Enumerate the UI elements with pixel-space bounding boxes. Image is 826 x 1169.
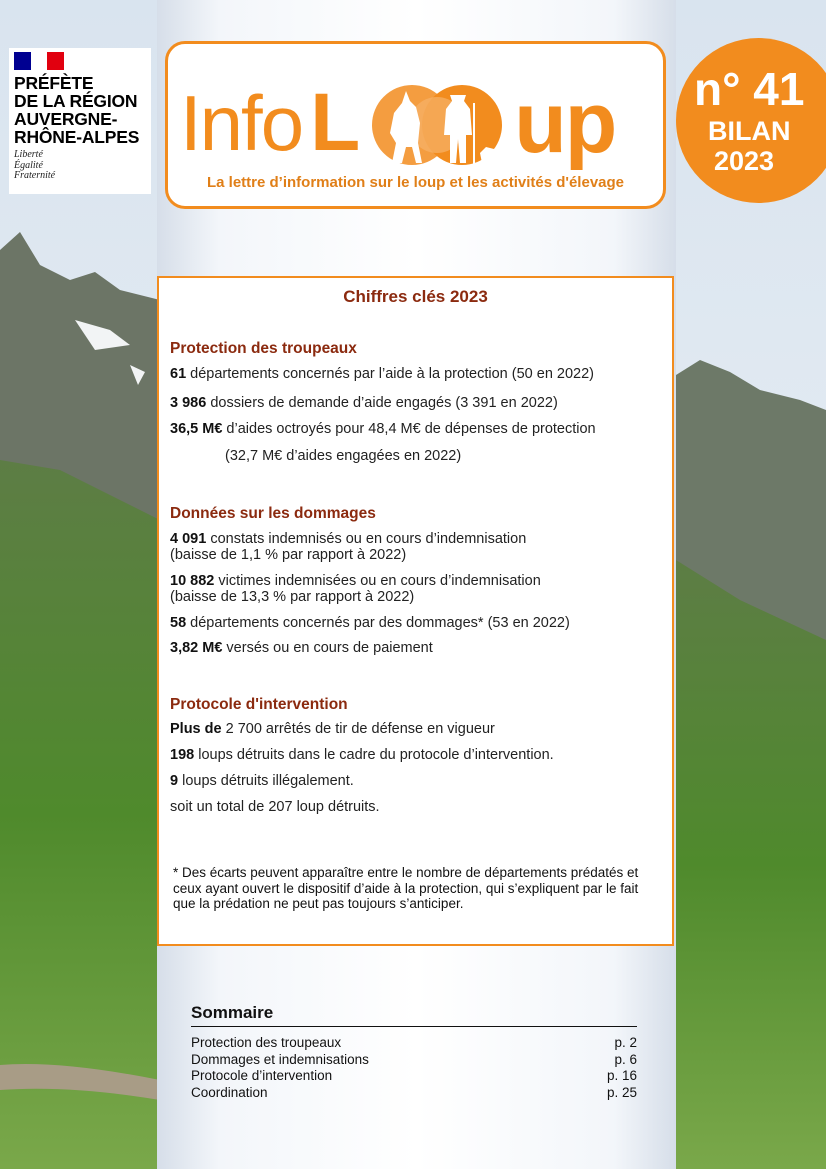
issue-label: BILAN — [708, 116, 791, 146]
toc-item-page: p. 25 — [606, 1084, 637, 1100]
key-figures-box — [157, 276, 674, 946]
protocol-line-1: Plus de 2 700 arrêtés de tir de défense en vigueur — [170, 721, 495, 737]
protection-line-1: 61 départements concernés par l’aide à la protection (50 en 2022) — [170, 366, 595, 382]
toc-title: Sommaire — [191, 1003, 637, 1027]
section-damages-title: Données sur les dommages — [170, 505, 376, 522]
damages-line-1: 4 091 constats indemnisés ou en cours d’indemnisation — [170, 531, 527, 547]
toc-item-label: Protection des troupeaux — [191, 1035, 342, 1050]
brand-l: L — [310, 77, 361, 168]
protection-line-4: (32,7 M€ d’aides engagées en 2022) — [225, 448, 462, 464]
prefecture-logo — [9, 48, 151, 194]
logo-line-1: PRÉFÈTE — [14, 73, 94, 93]
toc-item-label: Coordination — [191, 1084, 268, 1100]
damages-line-1-sub: (baisse de 1,1 % par rapport à 2022) — [170, 547, 407, 563]
damages-line-2-sub: (baisse de 13,3 % par rapport à 2022) — [170, 589, 415, 605]
key-figures-title: Chiffres clés 2023 — [343, 287, 488, 306]
toc-item-label: Dommages et indemnisations — [191, 1051, 369, 1067]
toc-item[interactable] — [191, 1035, 637, 1052]
logo-line-2: DE LA RÉGION — [14, 91, 138, 111]
french-flag-icon — [14, 52, 64, 70]
damages-line-4: 3,82 M€ versés ou en cours de paiement — [170, 640, 433, 656]
toc-item[interactable] — [191, 1052, 637, 1069]
brand-up: up — [514, 75, 616, 171]
issue-year: 2023 — [714, 146, 775, 176]
damages-line-2: 10 882 victimes indemnisées ou en cours d’indemnisation — [170, 573, 541, 589]
tagline: La lettre d’information sur le loup et les activités d'élevage — [206, 174, 625, 191]
damages-line-3: 58 départements concernés par des dommages* (53 en 2022) — [170, 615, 570, 631]
protocol-line-4: soit un total de 207 loup détruits. — [170, 799, 380, 815]
brand-title — [180, 68, 615, 178]
logo-line-4: RHÔNE-ALPES — [14, 127, 140, 147]
toc-item-page: p. 2 — [614, 1035, 637, 1050]
toc-item-label: Protocole d’intervention — [191, 1068, 333, 1083]
motto-fraternite: Fraternité — [14, 170, 56, 181]
motto-egalite: Égalité — [14, 159, 43, 171]
protocol-line-3: 9 loups détruits illégalement. — [170, 773, 354, 789]
protection-line-3: 36,5 M€ d’aides octroyés pour 48,4 M€ de dépenses de protection — [170, 421, 596, 437]
brand-info: Info — [180, 79, 303, 167]
wolf-shepherd-icon — [362, 73, 512, 173]
logo-line-3: AUVERGNE- — [14, 109, 118, 129]
section-protocol-title: Protocole d'intervention — [170, 696, 348, 713]
toc-item[interactable] — [191, 1068, 637, 1085]
protection-line-2: 3 986 dossiers de demande d’aide engagés (3 391 en 2022) — [170, 395, 558, 411]
toc-item-page: p. 6 — [614, 1051, 637, 1067]
toc-item-page: p. 16 — [606, 1068, 637, 1083]
table-of-contents — [191, 1003, 637, 1101]
section-protection-title: Protection des troupeaux — [170, 340, 357, 357]
footnote: * Des écarts peuvent apparaître entre le nombre de départements prédatés et ceux ayant ouvert le dispositif d’aide à la protection, qui s’expliquent par le fait que la prédation ne peut pas toujours s’anticiper. — [173, 865, 639, 911]
toc-item[interactable] — [191, 1085, 637, 1102]
protocol-line-2: 198 loups détruits dans le cadre du protocole d’intervention. — [170, 747, 554, 763]
issue-number: n° 41 — [694, 63, 805, 115]
masthead — [165, 41, 666, 209]
motto-liberte: Liberté — [14, 149, 43, 160]
